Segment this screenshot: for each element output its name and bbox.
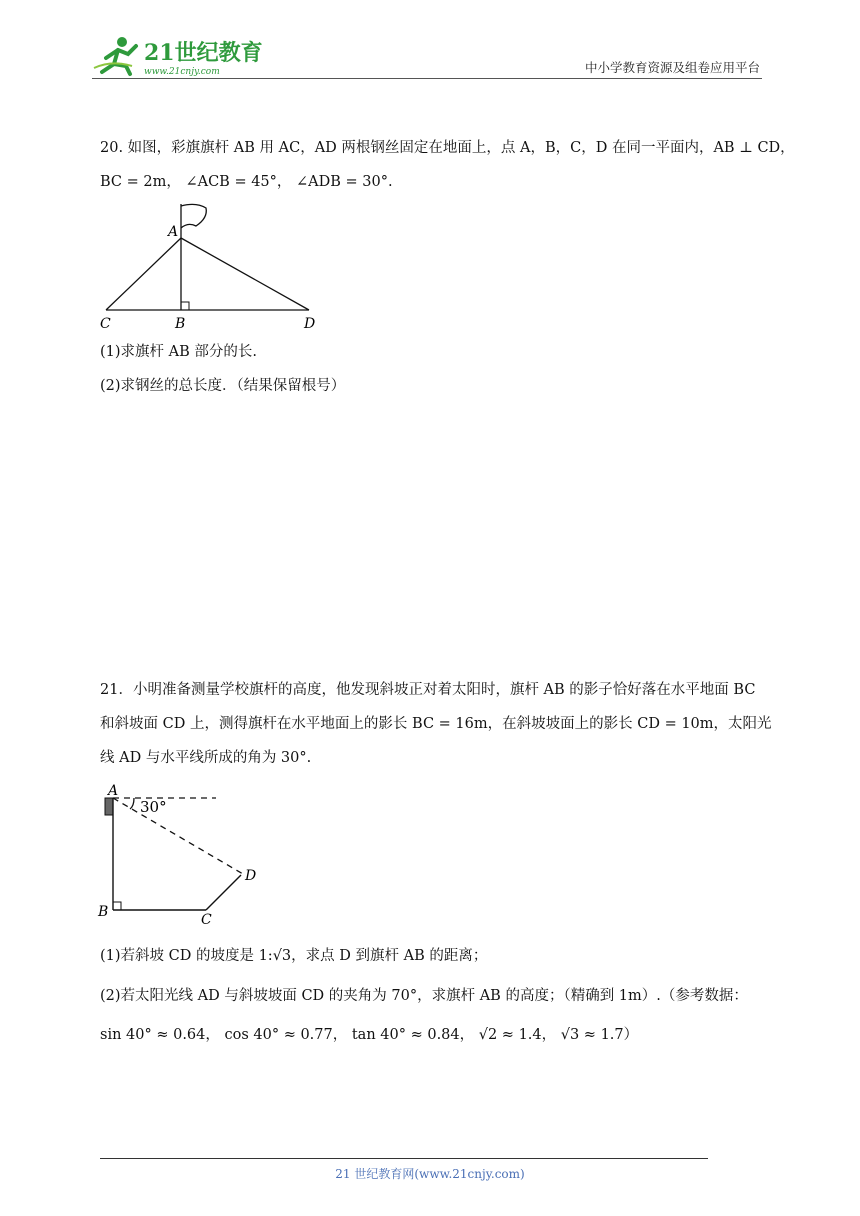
label-c: C [201, 912, 212, 925]
header-divider [92, 78, 762, 79]
footer-link[interactable]: 21 世纪教育网(www.21cnjy.com) [335, 1167, 525, 1181]
label-d: D [245, 868, 257, 884]
right-angle-mark [181, 302, 189, 310]
wire-ad [181, 238, 309, 310]
q21-sub-2: (2)若太阳光线 AD 与斜坡坡面 CD 的夹角为 70°，求旗杆 AB 的高度；（精确到 1m）.（参考数据： [100, 988, 748, 1004]
footer-divider [100, 1158, 708, 1159]
label-a: A [168, 224, 179, 240]
label-b: B [98, 904, 109, 920]
q21-line-3: 线 AD 与水平线所成的角为 30°. [100, 750, 312, 766]
q21-line-1: 21．小明准备测量学校旗杆的高度，他发现斜坡正对着太阳时，旗杆 AB 的影子恰好落在水平地面 BC [100, 682, 756, 698]
logo-url: www.21cnjy.com [144, 67, 220, 77]
sunlight-ad-dashed [113, 798, 243, 874]
q20-sub-2: (2)求钢丝的总长度．（结果保留根号） [100, 378, 346, 394]
logo-text: 21世纪教育 [144, 40, 262, 66]
flag-block [105, 798, 113, 815]
q21-sub-3: sin 40° ≈ 0.64， cos 40° ≈ 0.77， tan 40° ≈ 0.84， √2 ≈ 1.4， √3 ≈ 1.7） [100, 1027, 639, 1043]
label-b: B [175, 316, 186, 332]
q20-line-2: BC = 2m， ∠ACB = 45°， ∠ADB = 30°. [100, 174, 393, 190]
q20-diagram [96, 200, 336, 336]
q21-diagram [96, 780, 276, 925]
q21-sub-1: (1)若斜坡 CD 的坡度是 1:√3，求点 D 到旗杆 AB 的距离； [100, 948, 488, 964]
label-d: D [304, 316, 316, 332]
q20-sub-1: (1)求旗杆 AB 部分的长. [100, 344, 257, 360]
site-logo[interactable] [92, 34, 262, 78]
flag-shape [181, 204, 206, 228]
angle-label: 30° [140, 798, 167, 816]
logo-runner-icon [92, 34, 262, 78]
q21-line-2: 和斜坡面 CD 上，测得旗杆在水平地面上的影长 BC = 16m，在斜坡坡面上的影长 CD = 10m，太阳光 [100, 716, 772, 732]
q20-line-1: 20. 如图，彩旗旗杆 AB 用 AC，AD 两根钢丝固定在地面上，点 A，B，C，D 在同一平面内，AB ⊥ CD， [100, 140, 795, 156]
platform-title: 中小学教育资源及组卷应用平台 [584, 60, 760, 75]
wire-ac [106, 238, 181, 310]
slope-cd [206, 875, 241, 910]
label-c: C [100, 316, 111, 332]
angle-arc [130, 798, 134, 809]
label-a: A [108, 783, 119, 799]
right-angle-mark [113, 902, 121, 910]
